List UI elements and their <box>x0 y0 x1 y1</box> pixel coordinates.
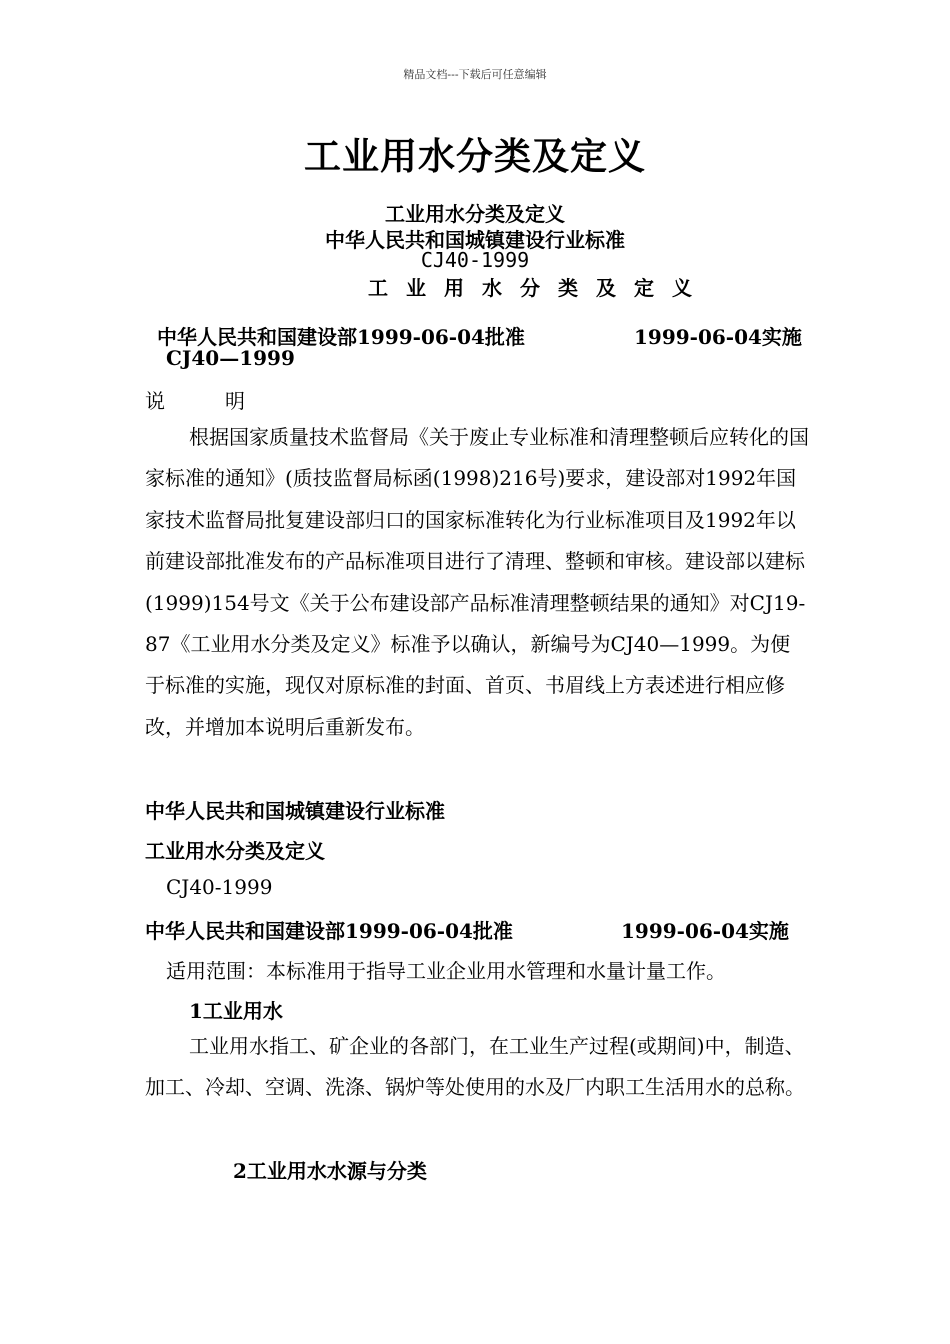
section-2-title: 2工业用水水源与分类 <box>233 1159 427 1183</box>
code-1: CJ40—1999 <box>166 346 295 370</box>
section-1-title: 1工业用水 <box>189 999 283 1023</box>
code-2: CJ40-1999 <box>166 875 273 899</box>
approval-2-right: 1999-06-04实施 <box>621 919 789 943</box>
standard-title: 工业用水分类及定义 <box>145 839 325 863</box>
page-header: 精品文档---下载后可任意编辑 <box>403 68 547 81</box>
subtitle-4-spaced: 工业用水分类及定义 <box>368 276 710 300</box>
subtitle-3: CJ40-1999 <box>420 248 530 272</box>
main-title: 工业用水分类及定义 <box>304 134 646 178</box>
explain-paragraph: 根据国家质量技术监督局《关于废止专业标准和清理整顿后应转化的国家标准的通知》(质技监督局标函(1998)216号)要求，建设部对1992年国家技术监督局批复建设部归口的国家标准转化为行业标准项目及1992年以前建设部批准发布的产品标准项目进行了清理、整顿和审核。建设部以建标(1999)154号文《关于公布建设部产品标准清理整顿结果的通知》对CJ19-87《工业用水分类及定义》标准予以确认，新编号为CJ40—1999。为便于标准的实施，现仅对原标准的封面、首页、书眉线上方表述进行相应修改，并增加本说明后重新发布。 <box>145 425 809 739</box>
subtitle-1: 工业用水分类及定义 <box>385 202 565 226</box>
section-1-body: 工业用水指工、矿企业的各部门，在工业生产过程(或期间)中，制造、加工、冷却、空调、洗涤、锅炉等处使用的水及厂内职工生活用水的总称。 <box>145 1034 805 1099</box>
approval-1-left: 中华人民共和国建设部1999-06-04批准 <box>157 325 525 349</box>
subtitle-2: 中华人民共和国城镇建设行业标准 <box>325 228 625 252</box>
explain-label: 说 明 <box>145 389 245 413</box>
approval-2-left: 中华人民共和国建设部1999-06-04批准 <box>145 919 513 943</box>
approval-1-right: 1999-06-04实施 <box>634 325 802 349</box>
standard-name: 中华人民共和国城镇建设行业标准 <box>145 799 445 823</box>
scope-text: 适用范围：本标准用于指导工业企业用水管理和水量计量工作。 <box>166 959 726 983</box>
